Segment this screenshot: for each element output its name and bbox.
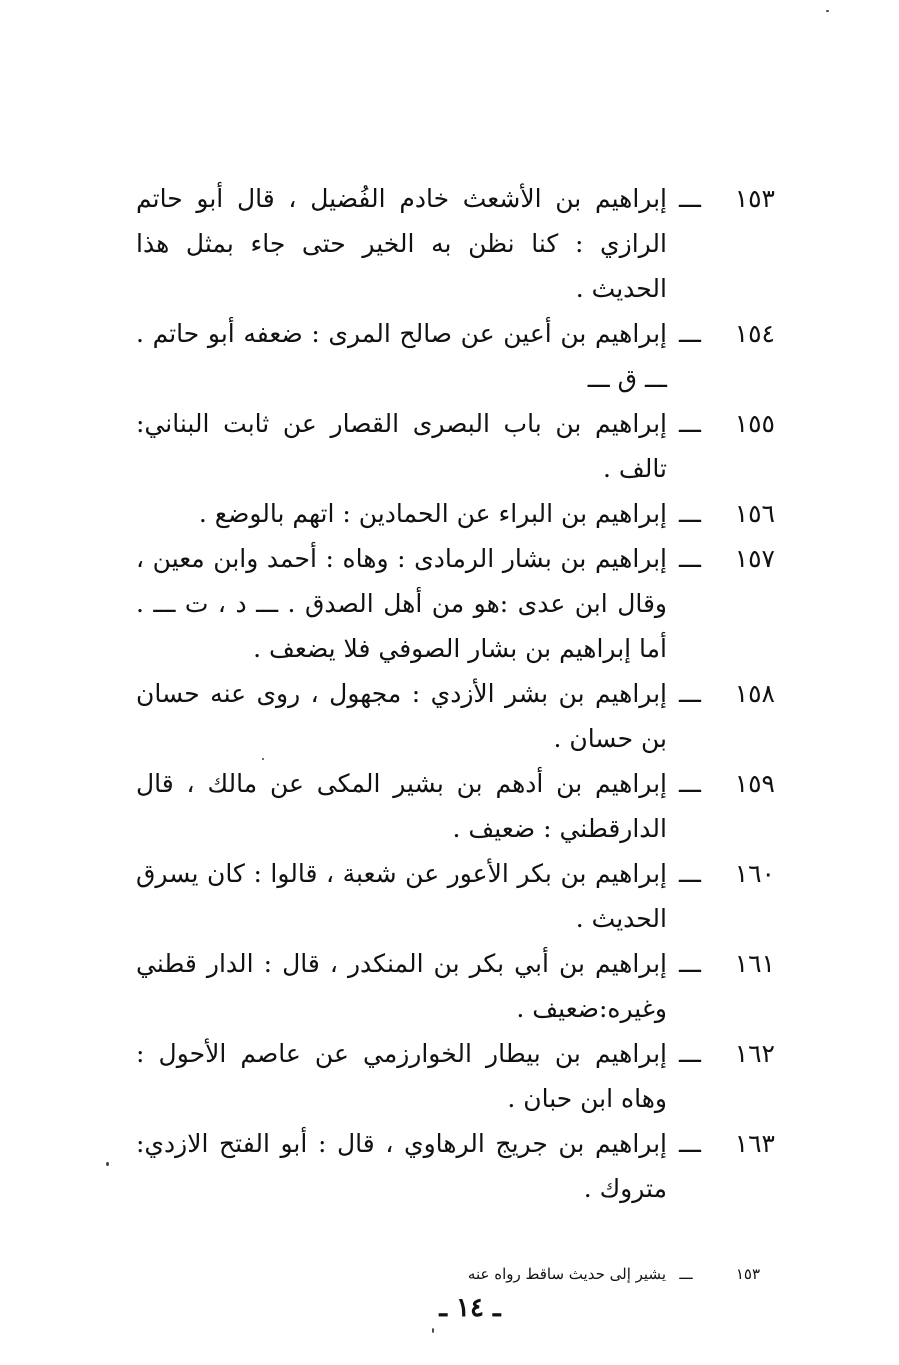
entry-text: إبراهيم بن بشار الرمادى : وهاه : أحمد وابن معين ، وقال ابن عدى :هو من أهل الصدق . ـــ د ، ت ـــ . أما إبراهيم بن بشار الصوفي فلا يضعف . xyxy=(136,544,667,663)
entry-dash: ـــ xyxy=(679,184,701,213)
list-item xyxy=(130,761,775,851)
entry-dash: ـــ xyxy=(679,949,701,978)
entry-number: ١٥٧ xyxy=(734,544,775,573)
entry-text: إبراهيم بن بكر الأعور عن شعبة ، قالوا : كان يسرق الحديث . xyxy=(136,859,667,933)
entry-dash: ـــ xyxy=(679,679,701,708)
entry-number: ١٦٣ xyxy=(734,1129,775,1158)
entry-dash: ـــ xyxy=(679,859,701,888)
footnote xyxy=(380,1262,760,1286)
scan-speck xyxy=(262,758,264,760)
list-item xyxy=(130,401,775,491)
list-item xyxy=(130,536,775,671)
entries-list xyxy=(130,176,775,1211)
scan-speck xyxy=(106,1162,109,1166)
entry-text: إبراهيم بن أبي بكر بن المنكدر ، قال : الدار قطني وغيره:ضعيف . xyxy=(136,949,667,1023)
list-item xyxy=(130,311,775,401)
list-item xyxy=(130,671,775,761)
entry-number: ١٦٠ xyxy=(734,859,775,888)
entry-dash: ـــ xyxy=(679,409,701,438)
entry-text: إبراهيم بن البراء عن الحمادين : اتهم بالوضع . xyxy=(198,499,667,528)
entry-number: ١٥٩ xyxy=(734,769,775,798)
page-number: ـ ١٤ ـ xyxy=(439,1293,501,1323)
scan-speck xyxy=(432,1328,434,1333)
footnote-dash: ـــ xyxy=(679,1265,693,1283)
entry-dash: ـــ xyxy=(679,319,701,348)
entry-dash: ـــ xyxy=(679,1039,701,1068)
scan-speck xyxy=(826,10,829,12)
entry-dash: ـــ xyxy=(679,769,701,798)
entry-dash: ـــ xyxy=(679,544,701,573)
list-item xyxy=(130,1121,775,1211)
entry-number: ١٥٥ xyxy=(734,409,775,438)
entry-number: ١٥٦ xyxy=(734,499,775,528)
footnote-text: يشير إلى حديث ساقط رواه عنه xyxy=(467,1265,666,1283)
entry-number: ١٥٤ xyxy=(734,319,775,348)
list-item xyxy=(130,851,775,941)
entry-text: إبراهيم بن بيطار الخوارزمي عن عاصم الأحول : وهاه ابن حبان . xyxy=(136,1039,667,1113)
list-item xyxy=(130,176,775,311)
entry-text: إبراهيم بن الأشعث خادم الفُضيل ، قال أبو حاتم الرازي : كنا نظن به الخير حتى جاء بمثل هذا الحديث . xyxy=(136,184,667,303)
list-item xyxy=(130,941,775,1031)
entry-text: إبراهيم بن أعين عن صالح المرى : ضعفه أبو حاتم . ـــ ق ـــ xyxy=(136,319,667,393)
entry-dash: ـــ xyxy=(679,1129,701,1158)
entry-number: ١٦١ xyxy=(734,949,775,978)
entry-text: إبراهيم بن جريج الرهاوي ، قال : أبو الفتح الازدي: متروك . xyxy=(136,1129,667,1203)
entry-number: ١٦٢ xyxy=(734,1039,775,1068)
entry-number: ١٥٣ xyxy=(734,184,775,213)
entry-text: إبراهيم بن باب البصرى القصار عن ثابت البناني: تالف . xyxy=(136,409,667,483)
list-item xyxy=(130,1031,775,1121)
entry-text: إبراهيم بن أدهم بن بشير المكى عن مالك ، قال الدارقطني : ضعيف . xyxy=(136,769,667,843)
entry-number: ١٥٨ xyxy=(734,679,775,708)
entry-text: إبراهيم بن بشر الأزدي : مجهول ، روى عنه حسان بن حسان . xyxy=(136,679,667,753)
list-item xyxy=(130,491,775,536)
footnote-number: ١٥٣ xyxy=(735,1265,760,1283)
entry-dash: ـــ xyxy=(679,499,701,528)
